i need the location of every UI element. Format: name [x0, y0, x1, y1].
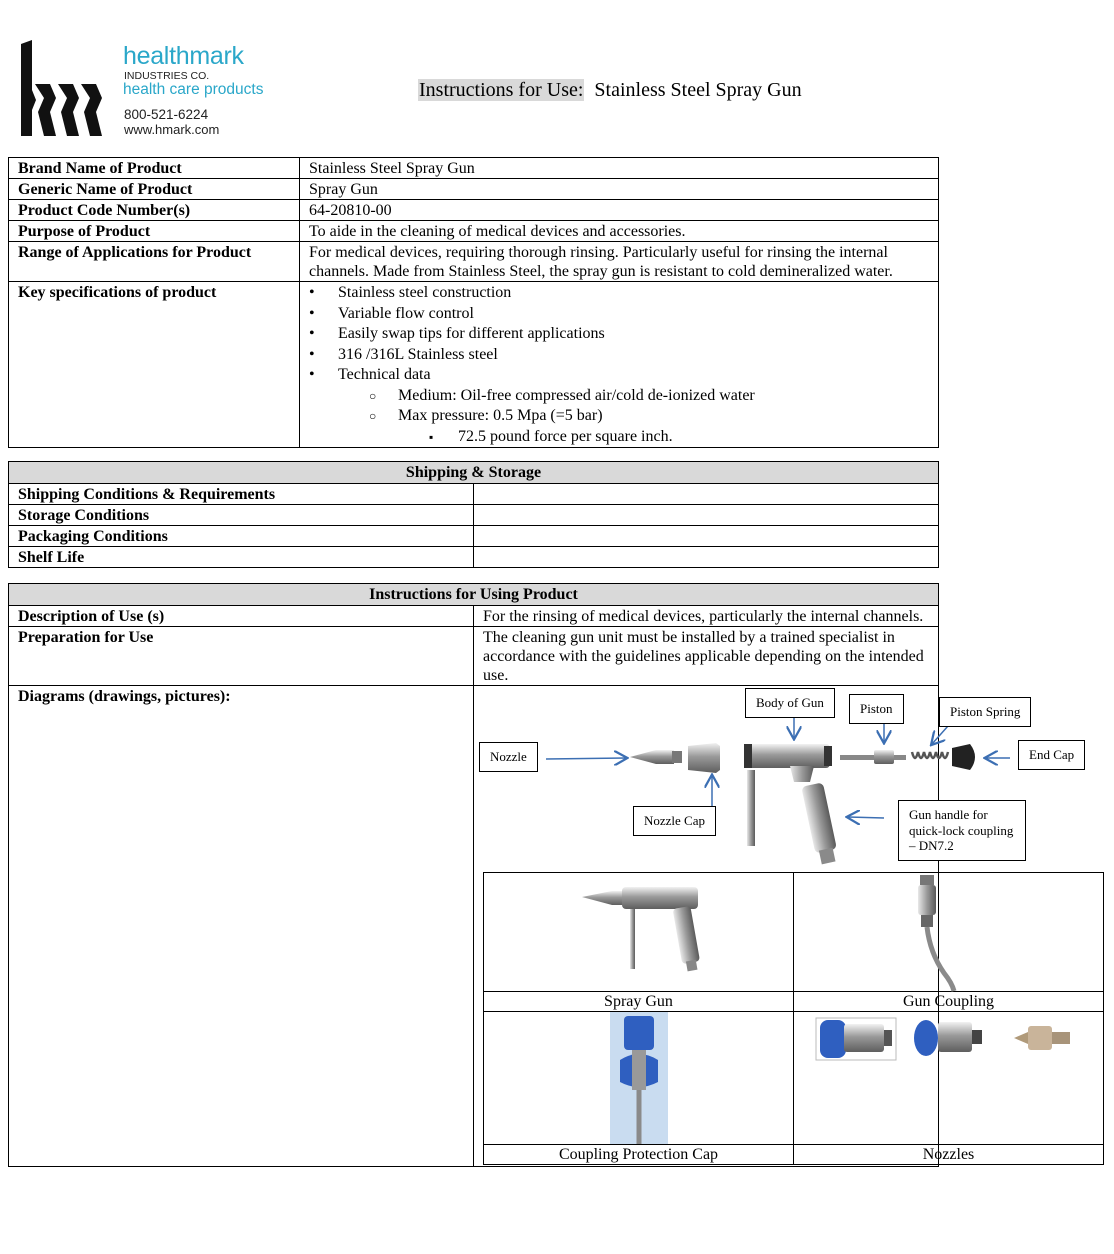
gun-handle-part: [801, 782, 839, 865]
table-row: [9, 505, 939, 526]
row-label: Shelf Life: [9, 547, 474, 568]
row-label: Shipping Conditions & Requirements: [9, 484, 474, 505]
row-label: Generic Name of Product: [9, 179, 300, 200]
table-header-row: [9, 584, 939, 606]
logo-subtitle: INDUSTRIES CO.: [124, 70, 210, 82]
photo-row: [484, 873, 1104, 992]
gun-coupling-photo: [794, 873, 1104, 992]
list-item: ▪ 72.5 pound force per square inch.: [458, 427, 929, 448]
row-label: Preparation for Use: [9, 627, 474, 686]
table-row: [9, 158, 939, 179]
coupling-protection-cap-image: [610, 1012, 668, 1144]
list-item: [398, 406, 929, 447]
spray-gun-photo: [484, 873, 794, 992]
title-highlight: Instructions for Use:: [419, 79, 584, 101]
nozzles-photo: [794, 1012, 1104, 1145]
row-value: Stainless Steel Spray Gun: [300, 158, 939, 179]
row-value: To aide in the cleaning of medical devices and accessories.: [300, 221, 939, 242]
table-row-specs: [9, 282, 939, 448]
row-value: The cleaning gun unit must be installed by a trained specialist in accordance with the guidelines applicable depending on the intended use.: [474, 627, 939, 686]
gun-body-part: [744, 744, 830, 768]
table-row: [9, 200, 939, 221]
list-item: ○ Medium: Oil-free compressed air/cold de-ionized water: [398, 386, 929, 407]
section-title: Shipping & Storage: [9, 462, 939, 484]
row-label: Purpose of Product: [9, 221, 300, 242]
table-row: [9, 242, 939, 282]
callout-gun-handle: Gun handle for quick-lock coupling – DN7.2: [898, 800, 1026, 861]
callout-body-of-gun: Body of Gun: [745, 688, 835, 718]
logo-name: healthmark: [123, 42, 244, 70]
diagram-cell: [474, 686, 1075, 1167]
photo-caption: Nozzles: [794, 1145, 1104, 1165]
gun-trigger-rod: [747, 770, 755, 846]
logo-phone: 800-521-6224: [124, 107, 209, 122]
table-row: [9, 179, 939, 200]
gun-coupling-image: [906, 873, 986, 991]
piston-part: [840, 755, 906, 760]
callout-piston: Piston: [849, 694, 904, 724]
logo-website: www.hmark.com: [124, 122, 220, 137]
list-item-text: Max pressure: 0.5 Mpa (=5 bar): [398, 407, 603, 424]
title-rest: Stainless Steel Spray Gun: [594, 79, 802, 101]
row-value: Spray Gun: [300, 179, 939, 200]
list-item-text: Technical data: [338, 366, 431, 383]
list-item: • Stainless steel construction: [338, 283, 929, 304]
coupling-protection-cap-photo: [484, 1012, 794, 1145]
row-label: Storage Conditions: [9, 505, 474, 526]
list-item: • Easily swap tips for different applications: [338, 324, 929, 345]
shipping-storage-table: [8, 461, 939, 568]
nozzle-part: [630, 750, 674, 764]
section-title: Instructions for Using Product: [9, 584, 939, 606]
table-row-diagrams: [9, 686, 939, 1167]
table-row: [9, 627, 939, 686]
row-label: Brand Name of Product: [9, 158, 300, 179]
table-row: [9, 221, 939, 242]
callout-end-cap: End Cap: [1018, 740, 1085, 770]
end-cap-part: [952, 744, 975, 770]
callout-nozzle: Nozzle: [479, 742, 538, 772]
row-label: Key specifications of product: [9, 282, 300, 448]
logo-tagline: health care products: [123, 81, 264, 98]
specs-list: [309, 283, 929, 447]
row-label: Description of Use (s): [9, 606, 474, 627]
row-value: For medical devices, requiring thorough rinsing. Particularly useful for rinsing the internal channels. Made from Stainless Steel, the spray gun is resistant to cold demineralized water.: [300, 242, 939, 282]
list-item: • Variable flow control: [338, 304, 929, 325]
row-value: 64-20810-00: [300, 200, 939, 221]
spray-gun-image: [572, 879, 722, 979]
photo-row: [484, 1012, 1104, 1145]
row-label: Range of Applications for Product: [9, 242, 300, 282]
photo-caption-row: [484, 992, 1104, 1012]
table-row: [9, 526, 939, 547]
healthmark-logo-mark: [18, 40, 106, 136]
row-label: Diagrams (drawings, pictures):: [9, 686, 474, 1167]
pressure-sub-list: [398, 427, 929, 448]
instructions-table: [8, 583, 1075, 1167]
row-value: For the rinsing of medical devices, particularly the internal channels.: [474, 606, 939, 627]
product-info-table: [8, 157, 939, 448]
document-title: [418, 79, 802, 102]
list-item: • 316 /316L Stainless steel: [338, 345, 929, 366]
nozzle-cap-part: [688, 743, 720, 773]
tech-data-list: [338, 386, 929, 448]
row-value: [474, 484, 939, 505]
photo-caption: Spray Gun: [484, 992, 794, 1012]
list-item: [338, 365, 929, 447]
row-value: [474, 526, 939, 547]
nozzles-image: [814, 1016, 1104, 1076]
row-label: Product Code Number(s): [9, 200, 300, 221]
piston-spring-part: [912, 752, 948, 758]
row-value: [474, 547, 939, 568]
photo-caption: Gun Coupling: [794, 992, 1104, 1012]
specs-list-cell: [300, 282, 939, 448]
row-value: [474, 505, 939, 526]
product-photo-grid: [483, 872, 1104, 1165]
company-logo: [18, 40, 268, 140]
photo-caption-row: [484, 1145, 1104, 1165]
table-header-row: [9, 462, 939, 484]
table-row: [9, 484, 939, 505]
table-row: [9, 606, 939, 627]
callout-nozzle-cap: Nozzle Cap: [633, 806, 716, 836]
table-row: [9, 547, 939, 568]
exploded-diagram: [474, 686, 1075, 1166]
row-label: Packaging Conditions: [9, 526, 474, 547]
callout-piston-spring: Piston Spring: [939, 697, 1031, 727]
photo-caption: Coupling Protection Cap: [484, 1145, 794, 1165]
